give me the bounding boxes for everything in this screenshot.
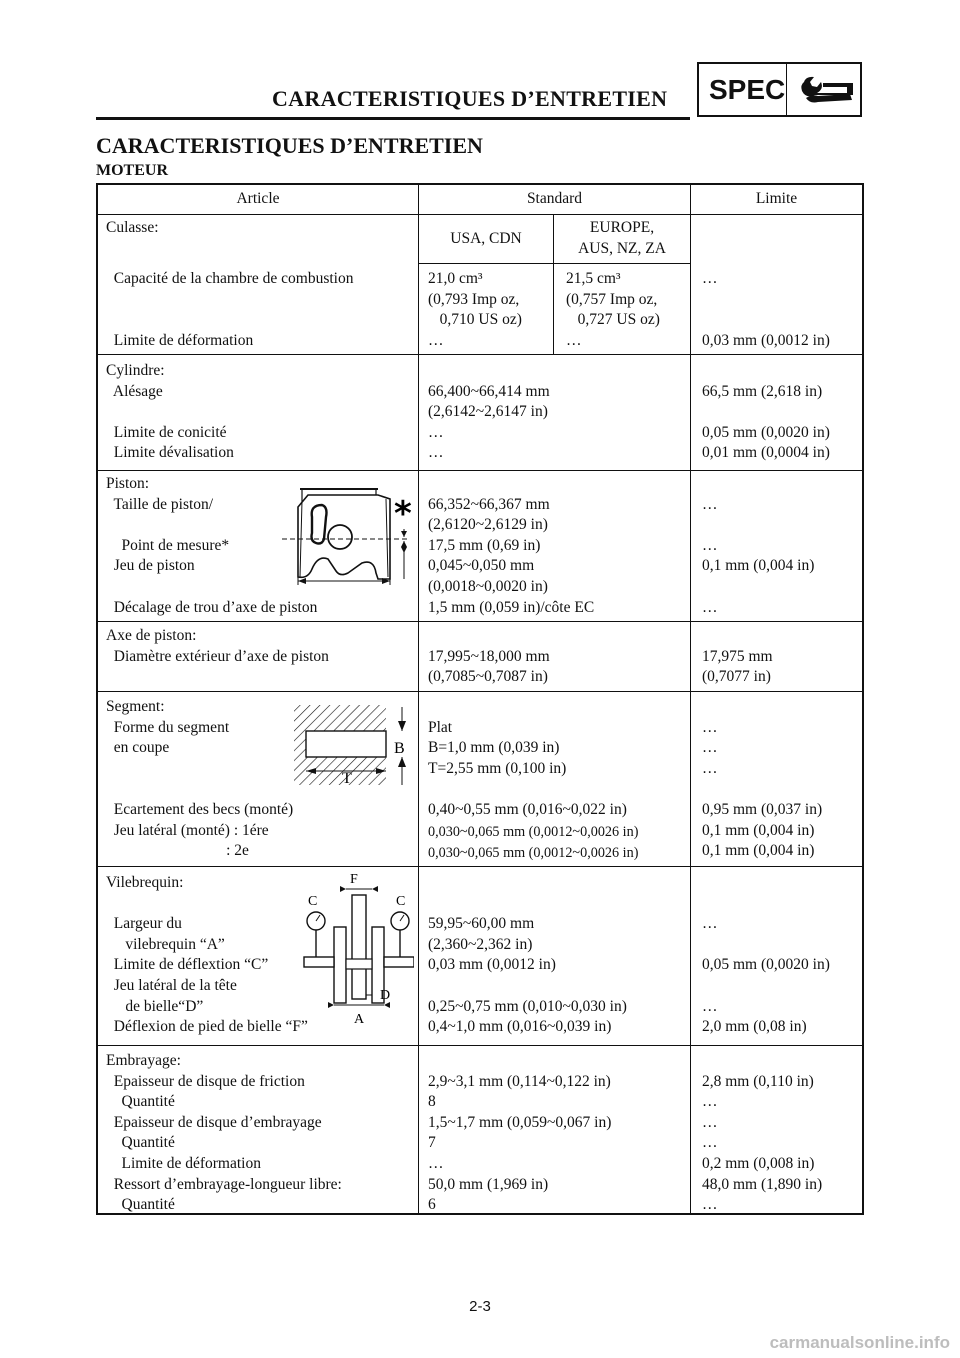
- segment-std-side-clearance: 0,030~0,065 mm (0,0012~0,0026 in) 0,030~0,065 mm (0,0012~0,0026 in): [428, 824, 639, 861]
- col-divider-2: [690, 185, 691, 1213]
- crankshaft-diagram: [294, 869, 414, 1029]
- crank-label-f: F: [350, 872, 358, 887]
- piston-std: 66,352~66,367 mm (2,6120~2,6129 in) 17,5 mm (0,69 in) 0,045~0,050 mm (0,0018~0,0020 in) 1,5 mm (0,059 in)/côte EC: [428, 495, 595, 616]
- axe-std: 17,995~18,000 mm (0,7085~0,7087 in): [428, 647, 550, 686]
- section-title: MOTEUR: [96, 162, 168, 179]
- vilebrequin-items: Vilebrequin: Largeur du vilebrequin “A” Limite de déflextion “C” Jeu latéral de la tête de bielle“D” Déflexion de pied de bielle “F”: [106, 874, 308, 1036]
- piston-items: Piston: Taille de piston/ Point de mesure* Jeu de piston Décalage de trou d’axe de piston: [106, 475, 318, 616]
- ring-cross-section-diagram: [288, 697, 413, 789]
- col-header-standard: Standard: [526, 190, 583, 207]
- row-divider: [98, 354, 862, 355]
- culasse-items: Capacité de la chambre de combustion Limite de déformation: [113, 270, 354, 349]
- row-divider: [98, 470, 862, 471]
- row-divider: [98, 214, 862, 215]
- axe-items: Axe de piston: Diamètre extérieur d’axe de piston: [106, 627, 329, 665]
- page-title: CARACTERISTIQUES D’ENTRETIEN: [96, 133, 483, 158]
- spec-table: [96, 183, 864, 1215]
- row-divider: [98, 621, 862, 622]
- culasse-limit: … 0,03 mm (0,0012 in): [702, 270, 830, 349]
- piston-limit: … … 0,1 mm (0,004 in) …: [702, 495, 815, 616]
- piston-measure-mark: *: [394, 494, 412, 534]
- row-divider: [98, 866, 862, 867]
- page-number: 2-3: [469, 1298, 491, 1315]
- culasse-subhead-divider: [418, 263, 690, 264]
- header-title: CARACTERISTIQUES D’ENTRETIEN: [272, 86, 668, 111]
- crank-label-c-right: C: [396, 894, 406, 909]
- piston-diagram: [278, 477, 418, 597]
- wrench-icon: [796, 72, 858, 110]
- vilebrequin-std: 59,95~60,00 mm (2,360~2,362 in) 0,03 mm (0,0012 in) 0,25~0,75 mm (0,010~0,030 in) 0,4~1,0 mm (0,016~0,039 in): [428, 915, 627, 1036]
- row-divider: [98, 1045, 862, 1046]
- col-divider-1: [418, 185, 419, 1213]
- crank-label-c-left: C: [308, 894, 318, 909]
- cylindre-limit: 66,5 mm (2,618 in) 0,05 mm (0,0020 in) 0,01 mm (0,0004 in): [702, 382, 830, 462]
- embrayage-std: 2,9~3,1 mm (0,114~0,122 in) 8 1,5~1,7 mm (0,059~0,067 in) 7 … 50,0 mm (1,969 in) 6: [428, 1072, 612, 1214]
- col-header-limite: Limite: [755, 190, 798, 207]
- header-rule: [96, 117, 690, 120]
- culasse-std-usa: 21,0 cm³ (0,793 Imp oz, 0,710 US oz) …: [428, 270, 522, 349]
- segment-std: Plat B=1,0 mm (0,039 in) T=2,55 mm (0,100 in) 0,40~0,55 mm (0,016~0,022 in): [428, 718, 627, 818]
- spec-badge: [697, 62, 862, 117]
- spec-badge-label: SPEC: [709, 74, 786, 105]
- embrayage-limit: 2,8 mm (0,110 in) … … … 0,2 mm (0,008 in) 48,0 mm (1,890 in) …: [702, 1072, 823, 1214]
- culasse-label: Culasse:: [106, 219, 159, 236]
- col-header-article: Article: [236, 190, 280, 207]
- row-divider: [98, 691, 862, 692]
- spec-badge-divider: [786, 64, 787, 115]
- vilebrequin-limit: … 0,05 mm (0,0020 in) … 2,0 mm (0,08 in): [702, 915, 830, 1036]
- crank-label-d: D: [380, 988, 391, 1003]
- culasse-subhead-usa: USA, CDN: [450, 230, 522, 247]
- axe-limit: 17,975 mm (0,7077 in): [702, 647, 773, 686]
- crank-label-a: A: [354, 1012, 365, 1027]
- segment-items: Segment: Forme du segment en coupe Ecartement des becs (monté) Jeu latéral (monté) : 1ére : 2e: [106, 698, 294, 860]
- culasse-subhead-europe: EUROPE, AUS, NZ, ZA: [578, 219, 666, 257]
- cylindre-std: 66,400~66,414 mm (2,6142~2,6147 in) … …: [428, 382, 550, 462]
- cylindre-items: Cylindre: Alésage Limite de conicité Limite dévalisation: [106, 362, 234, 462]
- watermark: carmanualsonline.info: [769, 1333, 950, 1352]
- culasse-std-europe: 21,5 cm³ (0,757 Imp oz, 0,727 US oz) …: [566, 270, 660, 349]
- ring-label-t: T: [342, 770, 352, 787]
- ring-label-b: B: [394, 740, 405, 757]
- embrayage-items: Embrayage: Epaisseur de disque de friction Quantité Epaisseur de disque d’embrayage Quantité Limite de déformation Ressort d’embrayage-longueur libre: Quantité: [106, 1052, 342, 1214]
- segment-limit: … … … 0,95 mm (0,037 in) 0,1 mm (0,004 in) 0,1 mm (0,004 in): [702, 718, 823, 860]
